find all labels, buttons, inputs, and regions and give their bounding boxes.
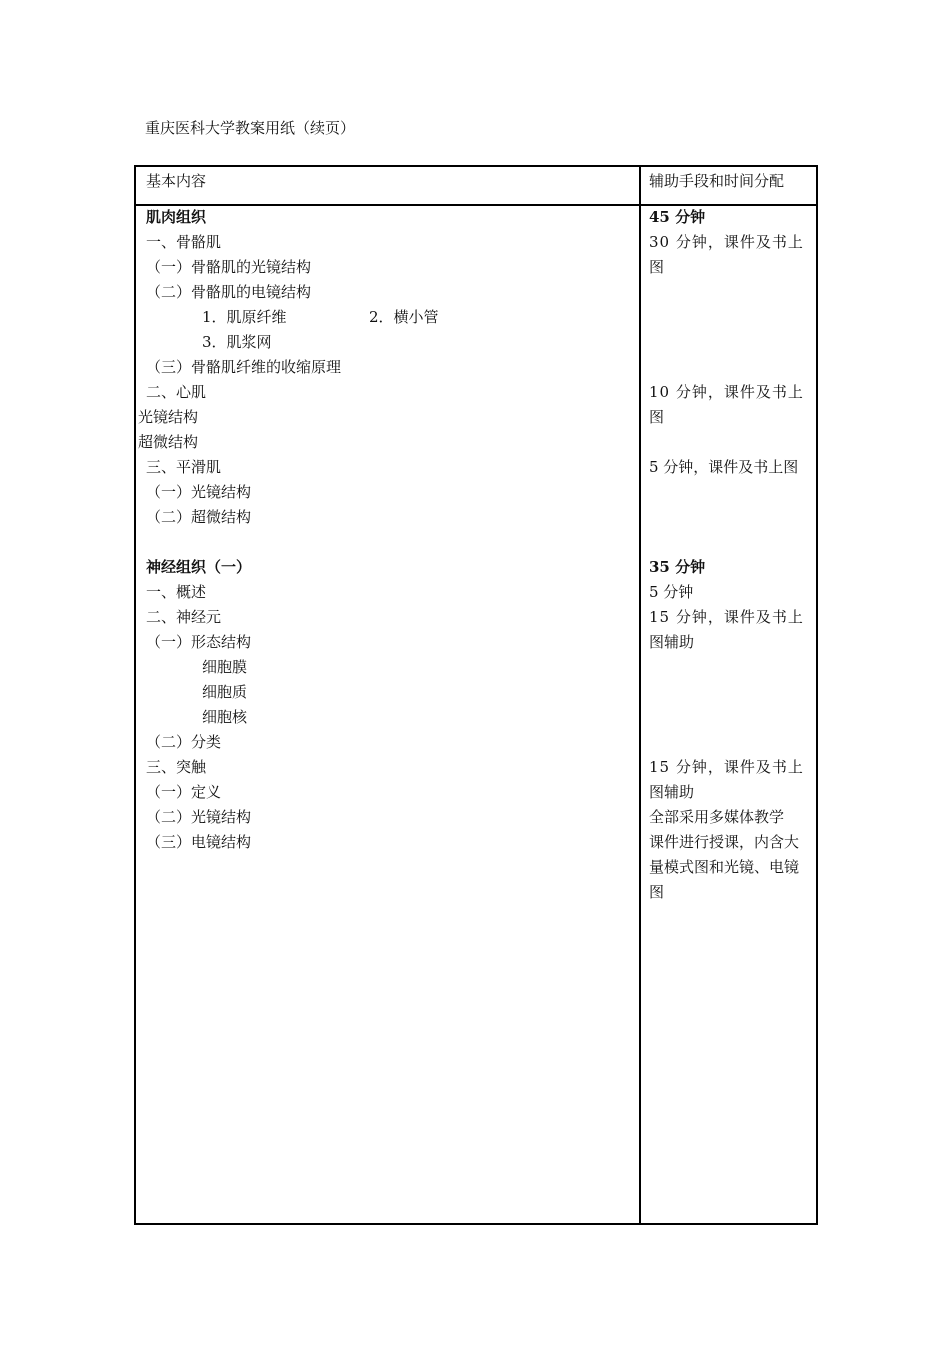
outline-item: （二）骨骼肌的电镜结构 <box>146 283 312 301</box>
time-allocation: 15 分钟，课件及书上 <box>649 608 804 626</box>
outline-item: 一、骨骼肌 <box>146 233 222 251</box>
header-divider <box>136 204 816 206</box>
outline-item: （二）分类 <box>146 733 222 751</box>
outline-item: （三）电镜结构 <box>146 833 252 851</box>
time-allocation: 15 分钟，课件及书上 <box>649 758 804 776</box>
lesson-plan-table <box>134 165 818 1225</box>
outline-item: 细胞核 <box>202 708 248 726</box>
col-right-header: 辅助手段和时间分配 <box>649 172 785 190</box>
outline-item: 细胞质 <box>202 683 248 701</box>
outline-item: （一）形态结构 <box>146 633 252 651</box>
time-allocation: 图辅助 <box>649 783 695 801</box>
outline-item: 一、概述 <box>146 583 207 601</box>
teaching-method-note: 量模式图和光镜、电镜 <box>649 858 800 876</box>
outline-item: 超微结构 <box>138 433 199 451</box>
outline-item: 细胞膜 <box>202 658 248 676</box>
outline-item: 三、平滑肌 <box>146 458 222 476</box>
time-allocation: 10 分钟，课件及书上 <box>649 383 804 401</box>
teaching-method-note: 图 <box>649 883 665 901</box>
time-allocation: 45 分钟 <box>649 208 706 226</box>
time-allocation: 图辅助 <box>649 633 695 651</box>
outline-item: 2．横小管 <box>369 308 439 326</box>
time-allocation: 图 <box>649 408 665 426</box>
outline-item: 二、心肌 <box>146 383 207 401</box>
page-header: 重庆医科大学教案用纸（续页） <box>145 119 356 137</box>
outline-item: 二、神经元 <box>146 608 222 626</box>
outline-item: （二）光镜结构 <box>146 808 252 826</box>
time-allocation: 5 分钟 <box>649 583 694 601</box>
outline-item: 3．肌浆网 <box>202 333 272 351</box>
time-allocation: 图 <box>649 258 665 276</box>
col-left-header: 基本内容 <box>146 172 207 190</box>
outline-item: （一）光镜结构 <box>146 483 252 501</box>
outline-item: 1．肌原纤维 <box>202 308 287 326</box>
outline-item: （一）定义 <box>146 783 222 801</box>
outline-item: （二）超微结构 <box>146 508 252 526</box>
time-allocation: 5 分钟，课件及书上图 <box>649 458 799 476</box>
section-title-nerve: 神经组织（一） <box>146 558 252 576</box>
outline-item: 三、突触 <box>146 758 207 776</box>
time-allocation: 30 分钟，课件及书上 <box>649 233 804 251</box>
teaching-method-note: 课件进行授课，内含大 <box>649 833 800 851</box>
teaching-method-note: 全部采用多媒体教学 <box>649 808 785 826</box>
time-allocation: 35 分钟 <box>649 558 706 576</box>
outline-item: （三）骨骼肌纤维的收缩原理 <box>146 358 342 376</box>
column-divider <box>639 167 641 1223</box>
section-title-muscle: 肌肉组织 <box>146 208 207 226</box>
outline-item: （一）骨骼肌的光镜结构 <box>146 258 312 276</box>
outline-item: 光镜结构 <box>138 408 199 426</box>
